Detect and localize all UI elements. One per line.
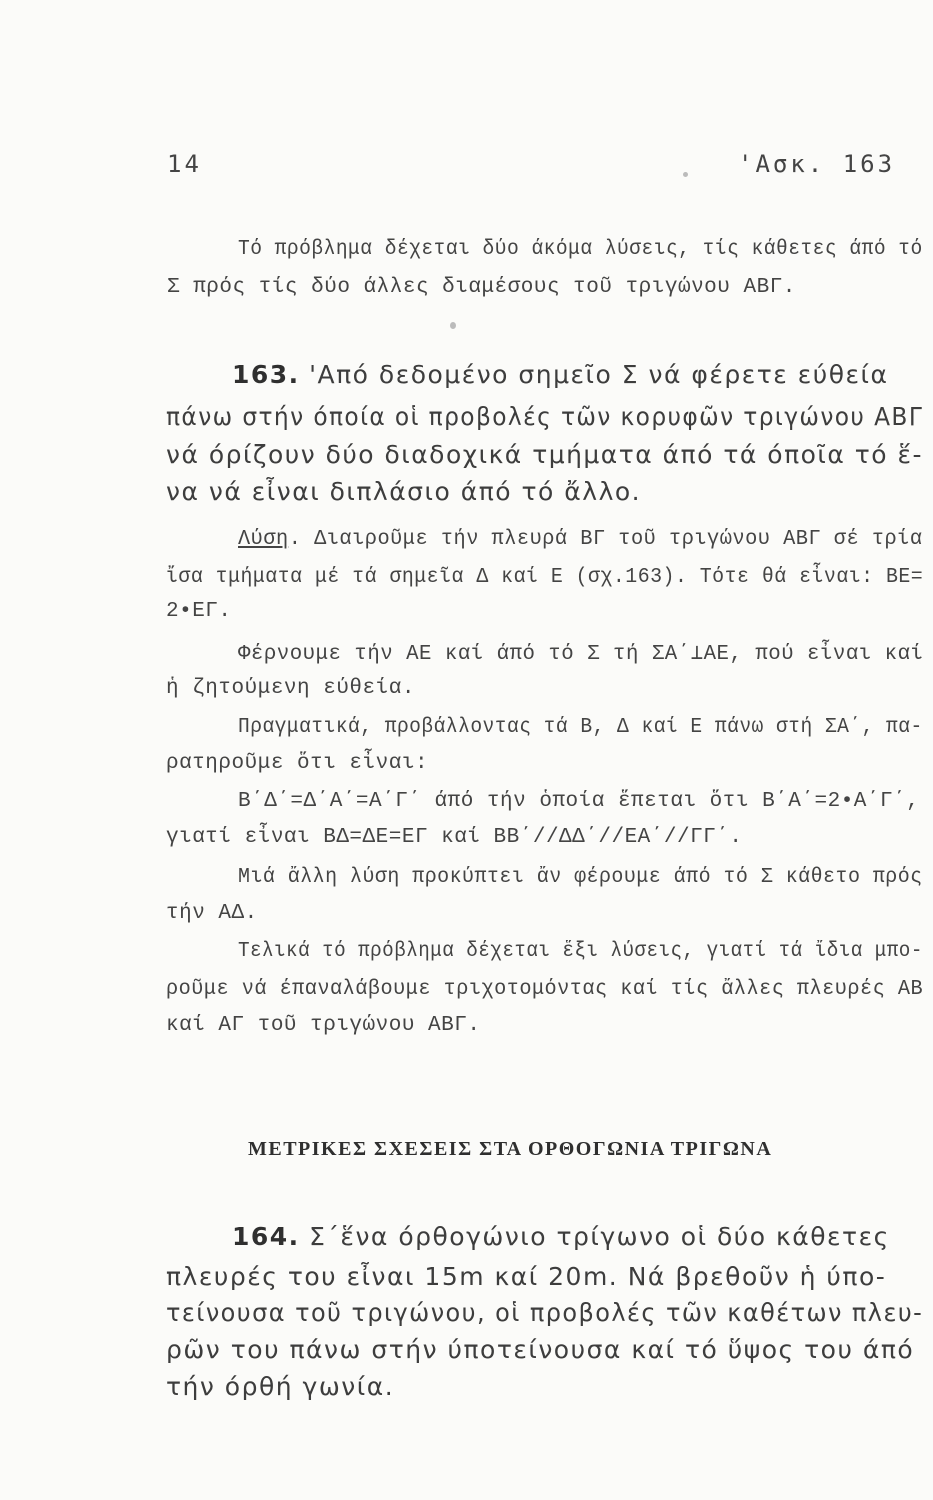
solution-163-line-3: 2•ΕΓ.: [166, 600, 232, 623]
prev-solution-line-2: Σ πρός τίς δύο άλλες διαμέσους τοῦ τριγώνου ΑΒΓ.: [167, 276, 796, 299]
problem-164-line-1: [232, 1222, 890, 1251]
solution-163-line-4: Φέρνουμε τήν ΑΕ καί άπό τό Σ τή ΣΑ΄⊥ΑΕ, πού εἶναι καί: [238, 643, 924, 666]
problem-163-number: 163.: [232, 360, 300, 389]
page-number: 14: [167, 150, 202, 178]
exercise-reference: 'Ασκ. 163: [738, 150, 896, 178]
solution-163-line-1: [238, 528, 923, 551]
solution-163-line-13: ροῦμε νά έπαναλάβουμε τριχοτομόντας καί τίς ἄλλες πλευρές ΑΒ: [166, 978, 924, 1001]
solution-163-line-12: Τελικά τό πρόβλημα δέχεται ἕξι λύσεις, γιατί τά ἴδια μπο-: [238, 940, 923, 963]
solution-163-line-14: καί ΑΓ τοῦ τριγώνου ΑΒΓ.: [166, 1014, 481, 1037]
solution-163-text: . Διαιροῦμε τήν πλευρά ΒΓ τοῦ τριγώνου ΑΒΓ σέ τρία: [288, 528, 923, 551]
solution-163-line-2: ἴσα τμήματα μέ τά σημεῖα Δ καί Ε (σχ.163). Τότε θά εἶναι: ΒΕ=: [166, 566, 924, 589]
problem-163-line-1: [232, 360, 889, 389]
problem-164-number: 164.: [232, 1222, 300, 1251]
solution-163-line-11: τήν ΑΔ.: [166, 902, 258, 925]
solution-163-line-6: Πραγματικά, προβάλλοντας τά Β, Δ καί Ε πάνω στή ΣΑ΄, πα-: [238, 716, 923, 739]
solution-163-line-10: Μιά ἄλλη λύση προκύπτει ἄν φέρουμε άπό τό Σ κάθετο πρός: [238, 866, 923, 889]
prev-solution-line-1: Τό πρόβλημα δέχεται δύο άκόμα λύσεις, τίς κάθετες άπό τό: [238, 238, 923, 261]
problem-163-line-3: νά όρίζουν δύο διαδοχικά τμήματα άπό τά όποῖα τό ἕ-: [166, 440, 923, 469]
solution-163-line-7: ρατηροῦμε ὅτι εἶναι:: [166, 752, 429, 775]
problem-163-line-2: πάνω στήν όποία οἱ προβολές τῶν κορυφῶν τριγώνου ΑΒΓ: [166, 402, 924, 431]
problem-164-line-2: πλευρές του εἶναι 15m καί 20m. Νά βρεθοῦν ἡ ύπο-: [166, 1262, 887, 1291]
problem-164-line-3: τείνουσα τοῦ τριγώνου, οἱ προβολές τῶν καθέτων πλευ-: [166, 1298, 924, 1327]
ink-speck: [450, 322, 456, 329]
solution-label: Λύση: [238, 528, 289, 551]
section-heading: ΜΕΤΡΙΚΕΣ ΣΧΕΣΕΙΣ ΣΤΑ ΟΡΘΟΓΩΝΙΑ ΤΡΙΓΩΝΑ: [248, 1138, 773, 1160]
ink-speck: [683, 172, 688, 177]
problem-164-text: Σ΄ἕνα όρθογώνιο τρίγωνο οἱ δύο κάθετες: [299, 1222, 890, 1251]
solution-163-line-5: ἡ ζητούμενη εύθεία.: [166, 677, 415, 700]
problem-163-line-4: να νά εἶναι διπλάσιο άπό τό ἄλλο.: [166, 477, 642, 506]
problem-163-text: 'Από δεδομένο σημεῖο Σ νά φέρετε εύθεία: [299, 360, 889, 389]
problem-164-line-4: ρῶν του πάνω στήν ύποτείνουσα καί τό ὕψος του άπό: [166, 1335, 915, 1364]
problem-164-line-5: τήν όρθή γωνία.: [166, 1372, 395, 1401]
solution-163-line-9: γιατί εἶναι ΒΔ=ΔΕ=ΕΓ καί ΒΒ΄//ΔΔ΄//ΕΑ΄//ΓΓ΄.: [166, 826, 743, 849]
solution-163-line-8: Β΄Δ΄=Δ΄Α΄=Α΄Γ΄ άπό τήν ὁποία ἕπεται ὅτι Β΄Α΄=2•Α΄Γ΄,: [238, 790, 920, 813]
